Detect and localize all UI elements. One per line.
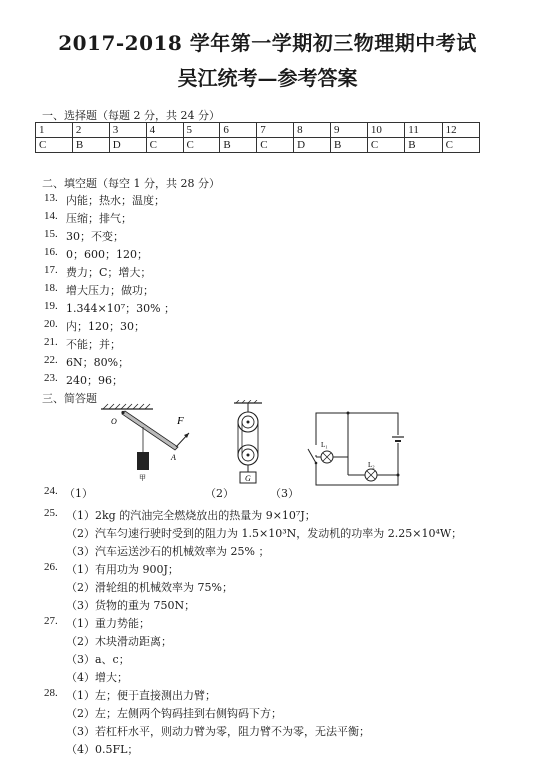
label-a: A	[171, 453, 176, 462]
answer-line: （2）汽车匀速行驶时受到的阻力为 1.5×10³N，发动机的功率为 2.25×10⁴W；	[66, 527, 463, 540]
question-number: 21.	[44, 336, 58, 348]
answer-line: （1）左；便于直接测出力臂；	[66, 689, 216, 702]
table-cell: 9	[331, 123, 368, 138]
question-number: 19.	[44, 300, 58, 312]
question-number: 17.	[44, 264, 58, 276]
label-g: G	[245, 474, 251, 483]
table-cell: C	[367, 138, 404, 153]
answer-text: 1.344×10⁷；30% ；	[66, 302, 176, 315]
pulley-diagram	[228, 400, 268, 490]
question-number: 27.	[44, 615, 58, 627]
table-cell: 7	[257, 123, 294, 138]
answer-line: （3）货物的重为 750N；	[66, 599, 196, 612]
question-number: 13.	[44, 192, 58, 204]
table-cell: 8	[294, 123, 331, 138]
figure-label-3: （3）	[270, 487, 299, 500]
exam-subtitle: 吴江统考—参考答案	[177, 66, 358, 90]
table-cell: 2	[72, 123, 109, 138]
answer-line: （3）a、c；	[66, 653, 130, 666]
exam-title: 2017-2018 学年第一学期初三物理期中考试	[58, 31, 477, 55]
answer-text: 不能；并；	[66, 338, 121, 351]
table-cell: C	[257, 138, 294, 153]
label-l2: L₂	[368, 461, 375, 469]
question-number: 20.	[44, 318, 58, 330]
table-cell: D	[109, 138, 146, 153]
answer-line: （1）2kg 的汽油完全燃烧放出的热量为 9×10⁷J；	[66, 509, 316, 522]
answer-line: （1）有用功为 900J；	[66, 563, 179, 576]
answer-text: 30；不变；	[66, 230, 124, 243]
answer-line: （1）重力势能；	[66, 617, 150, 630]
label-f: F	[177, 415, 184, 427]
table-cell: D	[294, 138, 331, 153]
answer-text: 内能；热水；温度；	[66, 194, 165, 207]
table-cell: 5	[183, 123, 220, 138]
table-cell: C	[183, 138, 220, 153]
lever-diagram	[95, 402, 195, 482]
question-number: 25.	[44, 507, 58, 519]
answer-text: 费力；C；增大；	[66, 266, 152, 279]
answer-table-answer-row	[36, 138, 480, 153]
figure-label-2: （2）	[205, 487, 234, 500]
table-cell: 12	[442, 123, 479, 138]
answer-line: （2）木块滑动距离；	[66, 635, 172, 648]
section3-heading: 三、简答题	[42, 392, 97, 405]
table-cell: B	[220, 138, 257, 153]
answer-line: （2）滑轮组的机械效率为 75%；	[66, 581, 233, 594]
circuit-diagram	[288, 405, 418, 490]
question-number: 14.	[44, 210, 58, 222]
question-number: 26.	[44, 561, 58, 573]
answer-line: （4）增大；	[66, 671, 128, 684]
answer-table	[35, 122, 480, 153]
answer-text: 内；120；30；	[66, 320, 145, 333]
question-number: 23.	[44, 372, 58, 384]
answer-text: 0；600；120；	[66, 248, 148, 261]
table-cell: 1	[36, 123, 73, 138]
question-number: 24.	[44, 485, 58, 497]
answer-text: 增大压力；做功；	[66, 284, 154, 297]
table-cell: C	[36, 138, 73, 153]
label-jia: 甲	[139, 474, 146, 482]
section1-heading: 一、选择题（每题 2 分，共 24 分）	[42, 109, 220, 122]
question-number: 18.	[44, 282, 58, 294]
table-cell: 11	[405, 123, 442, 138]
question-number: 28.	[44, 687, 58, 699]
table-cell: B	[331, 138, 368, 153]
figure-label-1: （1）	[64, 487, 93, 500]
table-cell: C	[146, 138, 183, 153]
answer-text: 压缩；排气；	[66, 212, 132, 225]
answer-line: （2）左；左侧两个钩码挂到右侧钩码下方；	[66, 707, 282, 720]
question-number: 16.	[44, 246, 58, 258]
table-cell: 10	[367, 123, 404, 138]
table-cell: 3	[109, 123, 146, 138]
question-number: 22.	[44, 354, 58, 366]
table-cell: C	[442, 138, 479, 153]
table-cell: 4	[146, 123, 183, 138]
table-cell: B	[405, 138, 442, 153]
table-cell: B	[72, 138, 109, 153]
answer-line: （3）若杠杆水平，则动力臂为零，阻力臂不为零，无法平衡；	[66, 725, 370, 738]
label-o: O	[111, 417, 117, 426]
label-l1: L₁	[321, 441, 328, 449]
question-number: 15.	[44, 228, 58, 240]
answer-table-number-row	[36, 123, 480, 138]
table-cell: 6	[220, 123, 257, 138]
section2-heading: 二、填空题（每空 1 分，共 28 分）	[42, 177, 220, 190]
answer-text: 240；96；	[66, 374, 123, 387]
answer-line: （3）汽车运送沙石的机械效率为 25% ；	[66, 545, 270, 558]
answer-line: （4）0.5FL；	[66, 743, 139, 756]
answer-text: 6N；80%；	[66, 356, 130, 369]
